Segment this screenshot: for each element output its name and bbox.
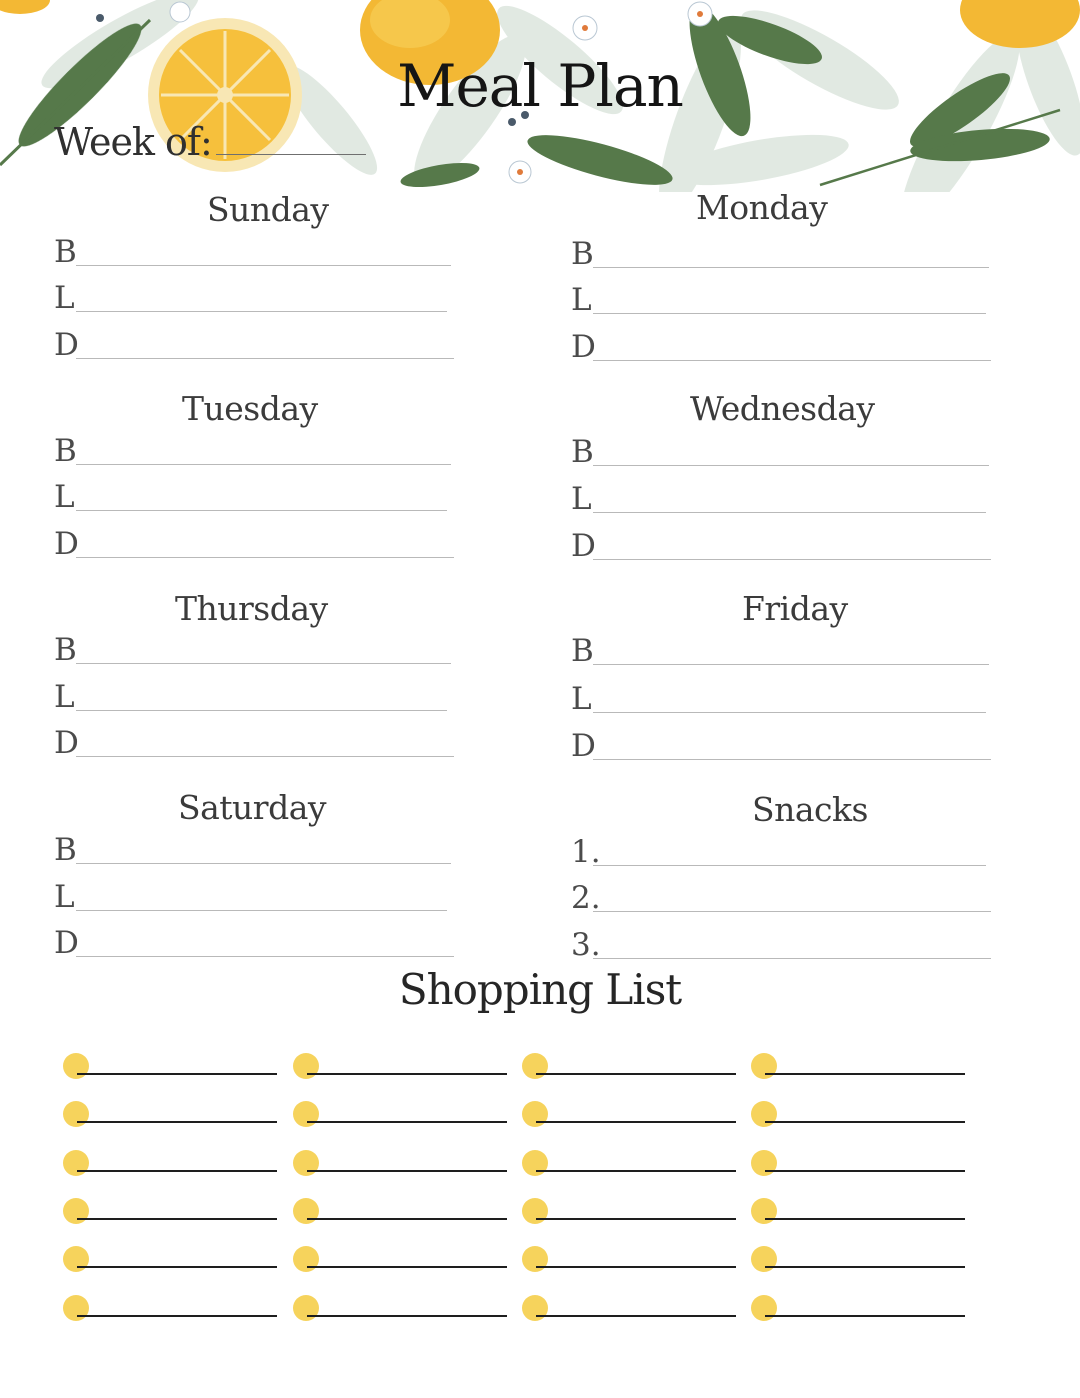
meal-line[interactable] — [593, 664, 989, 665]
bullet-dot-icon — [293, 1053, 319, 1079]
shopping-list-item[interactable] — [751, 1053, 981, 1083]
snack-row-3[interactable] — [571, 921, 991, 961]
meal-line[interactable] — [76, 358, 454, 359]
meal-line[interactable] — [76, 557, 454, 558]
bullet-dot-icon — [522, 1150, 548, 1176]
meal-letter: D — [571, 528, 596, 564]
day-title-saturday: Saturday — [178, 788, 327, 827]
bullet-dot-icon — [522, 1198, 548, 1224]
snack-number: 1. — [571, 834, 601, 870]
day-title-monday: Monday — [696, 188, 828, 227]
shopping-list-item[interactable] — [63, 1150, 293, 1180]
snack-line[interactable] — [593, 911, 991, 912]
meal-letter: L — [54, 280, 75, 316]
meal-row-tuesday-dinner[interactable] — [54, 520, 454, 560]
day-title-tuesday: Tuesday — [182, 389, 318, 428]
meal-row-saturday-breakfast[interactable] — [54, 826, 454, 866]
day-title-sunday: Sunday — [207, 190, 329, 229]
bullet-dot-icon — [751, 1246, 777, 1272]
meal-line[interactable] — [76, 311, 447, 312]
meal-letter: B — [54, 832, 77, 868]
shopping-line[interactable] — [307, 1170, 507, 1172]
shopping-line[interactable] — [765, 1218, 965, 1220]
shopping-list-item[interactable] — [751, 1246, 981, 1276]
shopping-line[interactable] — [77, 1121, 277, 1123]
shopping-list-item[interactable] — [522, 1150, 752, 1180]
shopping-line[interactable] — [765, 1121, 965, 1123]
meal-row-tuesday-lunch[interactable] — [54, 473, 454, 513]
shopping-list-item[interactable] — [522, 1101, 752, 1131]
shopping-list-item[interactable] — [522, 1246, 752, 1276]
week-of-field[interactable] — [54, 120, 366, 164]
shopping-list-item[interactable] — [293, 1101, 523, 1131]
meal-line[interactable] — [593, 512, 986, 513]
bullet-dot-icon — [522, 1053, 548, 1079]
meal-line[interactable] — [76, 464, 451, 465]
meal-line[interactable] — [593, 465, 989, 466]
meal-letter: D — [54, 327, 79, 363]
shopping-line[interactable] — [536, 1218, 736, 1220]
bullet-dot-icon — [751, 1198, 777, 1224]
meal-row-sunday-dinner[interactable] — [54, 321, 454, 361]
bullet-dot-icon — [63, 1150, 89, 1176]
snacks-title: Snacks — [752, 790, 868, 829]
meal-line[interactable] — [593, 712, 986, 713]
bullet-dot-icon — [293, 1101, 319, 1127]
shopping-list-item[interactable] — [522, 1053, 752, 1083]
meal-line[interactable] — [76, 663, 451, 664]
meal-letter: D — [571, 329, 596, 365]
shopping-list-item[interactable] — [293, 1295, 523, 1325]
meal-row-monday-breakfast[interactable] — [571, 230, 991, 270]
meal-line[interactable] — [593, 267, 989, 268]
meal-line[interactable] — [76, 863, 451, 864]
meal-letter: D — [571, 728, 596, 764]
shopping-line[interactable] — [77, 1170, 277, 1172]
shopping-line[interactable] — [536, 1121, 736, 1123]
meal-letter: L — [571, 282, 592, 318]
meal-row-saturday-dinner[interactable] — [54, 919, 454, 959]
meal-letter: L — [54, 479, 75, 515]
day-title-friday: Friday — [742, 589, 848, 628]
meal-line[interactable] — [593, 759, 991, 760]
bullet-dot-icon — [63, 1246, 89, 1272]
meal-letter: B — [54, 433, 77, 469]
meal-row-wednesday-breakfast[interactable] — [571, 428, 991, 468]
meal-line[interactable] — [76, 265, 451, 266]
meal-row-thursday-dinner[interactable] — [54, 719, 454, 759]
shopping-list-item[interactable] — [293, 1198, 523, 1228]
shopping-line[interactable] — [307, 1218, 507, 1220]
bullet-dot-icon — [63, 1101, 89, 1127]
meal-row-monday-lunch[interactable] — [571, 276, 991, 316]
snack-row-2[interactable] — [571, 874, 991, 914]
meal-row-wednesday-dinner[interactable] — [571, 522, 991, 562]
page-title: Meal Plan — [397, 52, 683, 120]
meal-line[interactable] — [76, 956, 454, 957]
week-of-label: Week of: — [54, 120, 212, 164]
meal-row-sunday-breakfast[interactable] — [54, 228, 454, 268]
meal-line[interactable] — [76, 756, 454, 757]
shopping-list-item[interactable] — [293, 1150, 523, 1180]
meal-letter: L — [54, 679, 75, 715]
shopping-line[interactable] — [765, 1315, 965, 1317]
snack-number: 3. — [571, 927, 601, 963]
meal-letter: L — [571, 681, 592, 717]
meal-row-wednesday-lunch[interactable] — [571, 475, 991, 515]
shopping-line[interactable] — [765, 1266, 965, 1268]
snack-row-1[interactable] — [571, 828, 991, 868]
meal-line[interactable] — [76, 910, 447, 911]
meal-row-thursday-lunch[interactable] — [54, 673, 454, 713]
shopping-line[interactable] — [77, 1218, 277, 1220]
bullet-dot-icon — [63, 1053, 89, 1079]
shopping-list-item[interactable] — [63, 1053, 293, 1083]
meal-letter: D — [54, 925, 79, 961]
meal-letter: L — [54, 879, 75, 915]
week-of-blank[interactable] — [216, 126, 366, 155]
shopping-line[interactable] — [765, 1170, 965, 1172]
shopping-line[interactable] — [536, 1170, 736, 1172]
meal-row-sunday-lunch[interactable] — [54, 274, 454, 314]
meal-row-friday-lunch[interactable] — [571, 675, 991, 715]
shopping-list-item[interactable] — [751, 1295, 981, 1325]
meal-letter: B — [54, 632, 77, 668]
meal-letter: B — [571, 633, 594, 669]
meal-row-saturday-lunch[interactable] — [54, 873, 454, 913]
shopping-line[interactable] — [307, 1121, 507, 1123]
shopping-line[interactable] — [536, 1315, 736, 1317]
bullet-dot-icon — [751, 1053, 777, 1079]
meal-row-monday-dinner[interactable] — [571, 323, 991, 363]
shopping-line[interactable] — [77, 1266, 277, 1268]
shopping-list-item[interactable] — [751, 1150, 981, 1180]
bullet-dot-icon — [293, 1198, 319, 1224]
meal-letter: B — [54, 234, 77, 270]
bullet-dot-icon — [751, 1295, 777, 1321]
bullet-dot-icon — [751, 1150, 777, 1176]
shopping-line[interactable] — [765, 1073, 965, 1075]
meal-row-thursday-breakfast[interactable] — [54, 626, 454, 666]
shopping-list-item[interactable] — [522, 1198, 752, 1228]
shopping-list-item[interactable] — [751, 1101, 981, 1131]
shopping-list-item[interactable] — [522, 1295, 752, 1325]
bullet-dot-icon — [522, 1295, 548, 1321]
bullet-dot-icon — [293, 1246, 319, 1272]
bullet-dot-icon — [522, 1101, 548, 1127]
shopping-list-item[interactable] — [293, 1053, 523, 1083]
meal-line[interactable] — [593, 360, 991, 361]
meal-line[interactable] — [76, 710, 447, 711]
meal-letter: B — [571, 434, 594, 470]
shopping-list-item[interactable] — [63, 1198, 293, 1228]
meal-letter: D — [54, 526, 79, 562]
meal-letter: B — [571, 236, 594, 272]
shopping-line[interactable] — [307, 1315, 507, 1317]
meal-line[interactable] — [593, 559, 991, 560]
shopping-line[interactable] — [307, 1073, 507, 1075]
shopping-line[interactable] — [536, 1266, 736, 1268]
shopping-line[interactable] — [307, 1266, 507, 1268]
day-title-wednesday: Wednesday — [690, 389, 875, 428]
bullet-dot-icon — [63, 1295, 89, 1321]
shopping-list-item[interactable] — [293, 1246, 523, 1276]
meal-line[interactable] — [593, 313, 986, 314]
shopping-list-item[interactable] — [63, 1101, 293, 1131]
snack-number: 2. — [571, 880, 601, 916]
bullet-dot-icon — [751, 1101, 777, 1127]
shopping-line[interactable] — [77, 1073, 277, 1075]
meal-line[interactable] — [76, 510, 447, 511]
bullet-dot-icon — [522, 1246, 548, 1272]
shopping-list-item[interactable] — [751, 1198, 981, 1228]
shopping-list-title: Shopping List — [398, 965, 682, 1014]
meal-letter: D — [54, 725, 79, 761]
shopping-line[interactable] — [77, 1315, 277, 1317]
snack-line[interactable] — [593, 865, 986, 866]
bullet-dot-icon — [63, 1198, 89, 1224]
day-title-thursday: Thursday — [175, 589, 328, 628]
meal-row-friday-breakfast[interactable] — [571, 627, 991, 667]
meal-letter: L — [571, 481, 592, 517]
shopping-list-item[interactable] — [63, 1246, 293, 1276]
bullet-dot-icon — [293, 1295, 319, 1321]
bullet-dot-icon — [293, 1150, 319, 1176]
snack-line[interactable] — [593, 958, 991, 959]
shopping-line[interactable] — [536, 1073, 736, 1075]
meal-row-tuesday-breakfast[interactable] — [54, 427, 454, 467]
shopping-list-item[interactable] — [63, 1295, 293, 1325]
meal-row-friday-dinner[interactable] — [571, 722, 991, 762]
